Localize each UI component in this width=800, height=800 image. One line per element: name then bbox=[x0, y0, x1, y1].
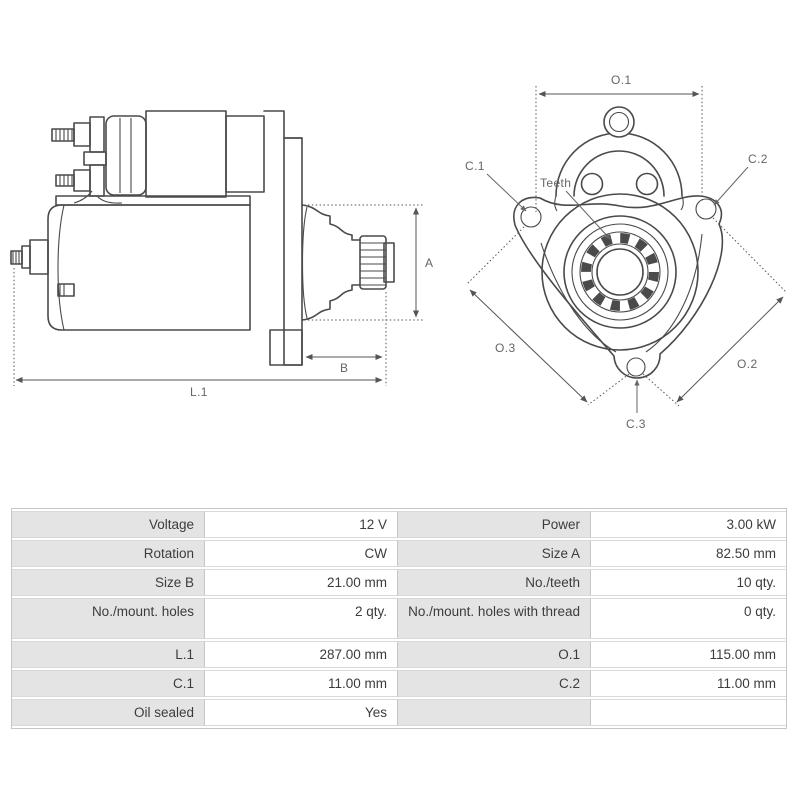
spec-label-cell: No./teeth bbox=[398, 569, 591, 596]
spec-value-cell: 10 qty. bbox=[591, 569, 786, 596]
motor-body bbox=[11, 196, 250, 330]
spec-value-cell bbox=[591, 699, 786, 726]
dim-label-o3: O.3 bbox=[495, 341, 516, 355]
dimension-b bbox=[306, 292, 386, 386]
spec-label-cell: No./mount. holes with thread bbox=[398, 598, 591, 639]
spec-label-cell: No./mount. holes bbox=[12, 598, 205, 639]
table-row bbox=[12, 540, 786, 567]
spec-label-cell: C.1 bbox=[12, 670, 205, 697]
table-row bbox=[12, 670, 786, 697]
dim-label-a: A bbox=[425, 256, 434, 270]
starter-side-view-drawing bbox=[0, 85, 440, 410]
solenoid-terminals bbox=[52, 117, 122, 203]
spec-label-cell: Size B bbox=[12, 569, 205, 596]
dim-label-o1: O.1 bbox=[611, 73, 632, 87]
table-row bbox=[12, 699, 786, 726]
spec-value-cell: Yes bbox=[205, 699, 398, 726]
mounting-hole-c3 bbox=[627, 358, 645, 376]
spec-label-cell: Voltage bbox=[12, 511, 205, 538]
spec-value-cell: 3.00 kW bbox=[591, 511, 786, 538]
solenoid-arch bbox=[555, 107, 684, 211]
dimension-a bbox=[304, 205, 433, 320]
dim-label-b: B bbox=[340, 361, 349, 375]
dim-label-l1: L.1 bbox=[190, 385, 208, 399]
spec-label-cell bbox=[398, 699, 591, 726]
dim-label-o2: O.2 bbox=[737, 357, 758, 371]
spec-value-cell: 11.00 mm bbox=[591, 670, 786, 697]
dimension-o3 bbox=[466, 227, 629, 405]
spec-value-cell: 11.00 mm bbox=[205, 670, 398, 697]
label-c2: C.2 bbox=[748, 152, 768, 166]
solenoid bbox=[106, 111, 264, 197]
label-c3: C.3 bbox=[626, 417, 646, 431]
bell-housing bbox=[302, 205, 360, 320]
mounting-hole-c2 bbox=[696, 199, 716, 219]
table-row bbox=[12, 641, 786, 668]
spec-value-cell: 82.50 mm bbox=[591, 540, 786, 567]
spec-value-cell: 12 V bbox=[205, 511, 398, 538]
label-c1: C.1 bbox=[465, 159, 485, 173]
spec-label-cell: Power bbox=[398, 511, 591, 538]
spec-label-cell: Rotation bbox=[12, 540, 205, 567]
table-row bbox=[12, 598, 786, 639]
dimension-o1 bbox=[536, 73, 702, 212]
spec-value-cell: 115.00 mm bbox=[591, 641, 786, 668]
spec-table bbox=[11, 508, 787, 729]
spec-label-cell: Oil sealed bbox=[12, 699, 205, 726]
spec-label-cell: C.2 bbox=[398, 670, 591, 697]
mounting-hole-c1 bbox=[521, 207, 541, 227]
spec-value-cell: 21.00 mm bbox=[205, 569, 398, 596]
spec-label-cell: O.1 bbox=[398, 641, 591, 668]
spec-value-cell: 287.00 mm bbox=[205, 641, 398, 668]
spec-value-cell: CW bbox=[205, 540, 398, 567]
mounting-flange-drawing bbox=[440, 40, 800, 440]
drive-end-flange bbox=[264, 111, 302, 365]
spec-value-cell: 0 qty. bbox=[591, 598, 786, 639]
gear-boss bbox=[542, 194, 698, 350]
table-row bbox=[12, 511, 786, 538]
spec-label-cell: L.1 bbox=[12, 641, 205, 668]
spec-label-cell: Size A bbox=[398, 540, 591, 567]
label-teeth: Teeth bbox=[540, 176, 572, 190]
dimension-o2 bbox=[643, 218, 786, 406]
table-row bbox=[12, 569, 786, 596]
dimension-l1 bbox=[14, 268, 382, 399]
spec-value-cell: 2 qty. bbox=[205, 598, 398, 639]
pinion-gear bbox=[360, 236, 394, 289]
